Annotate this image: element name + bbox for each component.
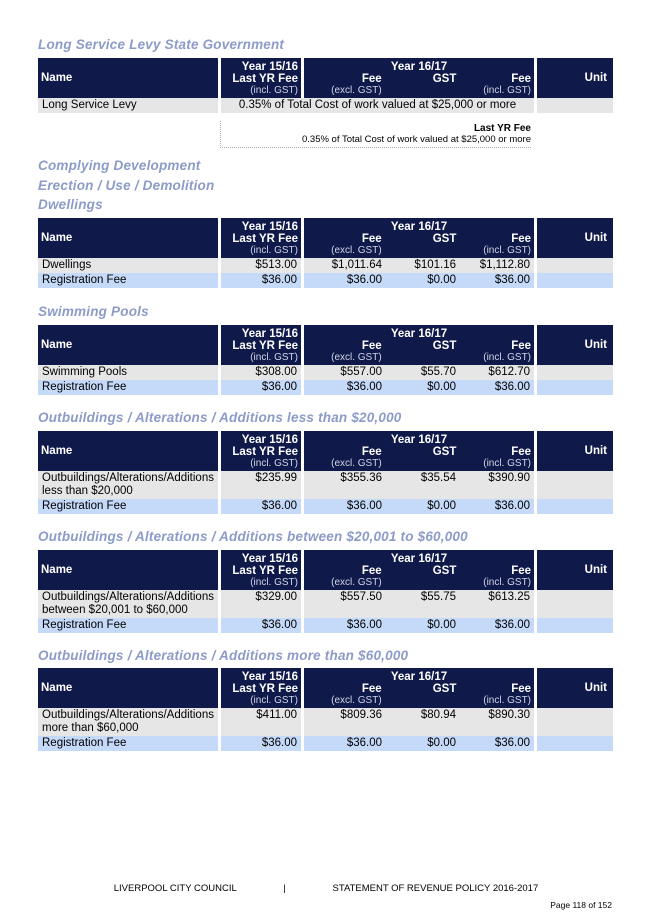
- header-fee: Fee: [361, 339, 382, 352]
- table-row: [38, 258, 613, 273]
- header-excl-gst: (excl. GST): [331, 576, 382, 588]
- row-last-yr-fee: $36.00: [221, 273, 301, 288]
- row-gst: $55.70: [420, 366, 456, 378]
- row-unit: [537, 273, 613, 288]
- header-year-prev: Year 15/16: [241, 552, 298, 565]
- row-fee-excl: $355.36: [340, 472, 382, 484]
- row-gst: $0.00: [427, 500, 456, 512]
- row-name: Registration Fee: [38, 380, 218, 395]
- table-row: [38, 273, 613, 288]
- header-last-yr-fee: Last YR Fee: [232, 445, 298, 458]
- header-incl-gst-2: (incl. GST): [483, 457, 532, 469]
- header-year-prev: Year 15/16: [241, 327, 298, 340]
- row-name: Dwellings: [38, 258, 218, 273]
- row-last-yr-fee: $513.00: [221, 258, 301, 273]
- header-name: Name: [38, 325, 218, 365]
- dwellings-fee-table: [35, 218, 616, 288]
- row-fee-excl: $36.00: [346, 274, 382, 286]
- levy-value: 0.35% of Total Cost of work valued at $25,000 or more: [221, 98, 534, 113]
- header-incl-gst-2: (incl. GST): [483, 84, 532, 96]
- header-current-year: [304, 58, 534, 98]
- header-fee: Fee: [361, 682, 382, 695]
- header-current-year: [304, 668, 534, 708]
- section-heading-out-more-60000: Outbuildings / Alterations / Additions more than $60,000: [38, 648, 409, 663]
- row-gst: $0.00: [427, 737, 456, 749]
- header-gst: GST: [432, 564, 457, 577]
- table-row: [38, 365, 613, 380]
- header-gst: GST: [432, 445, 457, 458]
- pools-fee-table: [35, 325, 616, 395]
- row-fee-excl: $809.36: [340, 709, 382, 721]
- header-year-cur: Year 16/17: [390, 670, 448, 683]
- header-fee: Fee: [361, 564, 382, 577]
- header-incl-gst: (incl. GST): [250, 244, 298, 256]
- header-incl-gst-2: (incl. GST): [483, 351, 532, 363]
- header-last-yr: [221, 325, 301, 365]
- table-header-row: [38, 325, 613, 365]
- footer-document: STATEMENT OF REVENUE POLICY 2016-2017: [332, 883, 539, 894]
- table-header-row: [38, 218, 613, 258]
- section-heading-pools: Swimming Pools: [38, 304, 149, 319]
- header-fee: Fee: [361, 72, 382, 85]
- row-fee-incl: $1,112.80: [479, 259, 530, 271]
- table-row: [38, 380, 613, 395]
- header-gst: GST: [432, 232, 457, 245]
- header-name: Name: [38, 668, 218, 708]
- section-heading-dwellings: Dwellings: [38, 197, 103, 212]
- row-gst: $0.00: [427, 619, 456, 631]
- header-year-prev: Year 15/16: [241, 60, 298, 73]
- header-unit: Unit: [537, 325, 613, 365]
- header-year-prev: Year 15/16: [241, 220, 298, 233]
- row-last-yr-fee: $36.00: [221, 736, 301, 751]
- header-excl-gst: (excl. GST): [331, 457, 382, 469]
- row-name: Registration Fee: [38, 499, 218, 514]
- row-name: Registration Fee: [38, 618, 218, 633]
- table-row: [38, 736, 613, 751]
- row-last-yr-fee: $411.00: [221, 708, 301, 736]
- row-gst: $35.54: [420, 472, 456, 484]
- page-number: Page 118 of 152: [550, 900, 612, 910]
- section-heading-complying: Complying Development: [38, 158, 201, 173]
- header-incl-gst: (incl. GST): [250, 694, 298, 706]
- header-incl-gst: (incl. GST): [250, 576, 298, 588]
- section-heading-long-service-levy: Long Service Levy State Government: [38, 37, 285, 52]
- table-row: [38, 499, 613, 514]
- header-gst: GST: [432, 72, 457, 85]
- header-incl-gst: (incl. GST): [250, 457, 298, 469]
- header-year-cur: Year 16/17: [390, 327, 448, 340]
- row-last-yr-fee: $36.00: [221, 499, 301, 514]
- out1-fee-table: [35, 431, 616, 514]
- row-fee-incl: $36.00: [494, 500, 530, 512]
- header-year-cur: Year 16/17: [390, 552, 448, 565]
- header-unit: Unit: [537, 218, 613, 258]
- row-last-yr-fee: $308.00: [221, 365, 301, 380]
- header-gst: GST: [432, 682, 457, 695]
- section-heading-out-20001-60000: Outbuildings / Alterations / Additions between $20,001 to $60,000: [38, 529, 468, 544]
- row-unit: [537, 258, 613, 273]
- row-fee-excl: $1,011.64: [331, 259, 382, 271]
- table-header-row: [38, 58, 613, 98]
- row-unit: [537, 736, 613, 751]
- row-name: Outbuildings/Alterations/Additions more than $60,000: [38, 708, 218, 736]
- header-current-year: [304, 550, 534, 590]
- header-last-yr: [221, 431, 301, 471]
- header-unit: Unit: [537, 668, 613, 708]
- header-year-cur: Year 16/17: [390, 220, 448, 233]
- header-name: Name: [38, 431, 218, 471]
- header-incl-gst: (incl. GST): [250, 351, 298, 363]
- header-last-yr: [221, 668, 301, 708]
- section-heading-out-less-20000: Outbuildings / Alterations / Additions less than $20,000: [38, 410, 402, 425]
- row-name: Swimming Pools: [38, 365, 218, 380]
- row-fee-incl: $36.00: [494, 381, 530, 393]
- header-name: Name: [38, 550, 218, 590]
- row-fee-incl: $36.00: [494, 274, 530, 286]
- header-last-yr: [221, 218, 301, 258]
- header-year-prev: Year 15/16: [241, 433, 298, 446]
- header-fee-incl: Fee: [511, 445, 532, 458]
- row-gst: $0.00: [427, 274, 456, 286]
- header-incl-gst-2: (incl. GST): [483, 244, 532, 256]
- row-unit: [537, 380, 613, 395]
- row-last-yr-fee: $36.00: [221, 618, 301, 633]
- row-unit: [537, 499, 613, 514]
- header-excl-gst: (excl. GST): [331, 351, 382, 363]
- header-incl-gst: (incl. GST): [250, 84, 298, 96]
- row-fee-incl: $36.00: [494, 619, 530, 631]
- header-last-yr: [221, 550, 301, 590]
- header-gst: GST: [432, 339, 457, 352]
- table-row: [38, 590, 613, 618]
- header-unit: Unit: [537, 431, 613, 471]
- row-unit: [537, 365, 613, 380]
- header-last-yr-fee: Last YR Fee: [232, 72, 298, 85]
- footer-council: LIVERPOOL CITY COUNCIL: [113, 883, 237, 894]
- out2-fee-table: [35, 550, 616, 633]
- header-incl-gst-2: (incl. GST): [483, 694, 532, 706]
- levy-note-label: Last YR Fee: [473, 123, 531, 134]
- header-name: Name: [38, 58, 218, 98]
- long-service-levy-table: [35, 58, 616, 113]
- header-fee-incl: Fee: [511, 232, 532, 245]
- header-fee-incl: Fee: [511, 339, 532, 352]
- levy-name: Long Service Levy: [38, 98, 218, 113]
- row-last-yr-fee: $329.00: [221, 590, 301, 618]
- section-heading-erection: Erection / Use / Demolition: [38, 178, 215, 193]
- table-row: [38, 618, 613, 633]
- header-unit: Unit: [537, 550, 613, 590]
- header-fee-incl: Fee: [511, 72, 532, 85]
- row-fee-excl: $557.00: [340, 366, 382, 378]
- header-excl-gst: (excl. GST): [331, 694, 382, 706]
- row-fee-excl: $557.50: [340, 591, 382, 603]
- header-fee: Fee: [361, 232, 382, 245]
- row-fee-excl: $36.00: [346, 737, 382, 749]
- row-gst: $101.16: [414, 259, 456, 271]
- row-gst: $55.75: [420, 591, 456, 603]
- table-header-row: [38, 550, 613, 590]
- header-name: Name: [38, 218, 218, 258]
- levy-note-value: 0.35% of Total Cost of work valued at $25,000 or more: [301, 134, 531, 145]
- header-current-year: [304, 218, 534, 258]
- row-fee-excl: $36.00: [346, 619, 382, 631]
- header-incl-gst-2: (incl. GST): [483, 576, 532, 588]
- row-last-yr-fee: $36.00: [221, 380, 301, 395]
- header-year-cur: Year 16/17: [390, 433, 448, 446]
- header-last-yr-fee: Last YR Fee: [232, 232, 298, 245]
- header-current-year: [304, 431, 534, 471]
- header-last-yr: [221, 58, 301, 98]
- header-excl-gst: (excl. GST): [331, 244, 382, 256]
- row-name: Registration Fee: [38, 736, 218, 751]
- table-row: [38, 708, 613, 736]
- header-last-yr-fee: Last YR Fee: [232, 564, 298, 577]
- table-row: [38, 471, 613, 499]
- footer-separator: |: [283, 883, 286, 894]
- page-footer: [0, 883, 652, 894]
- row-gst: $0.00: [427, 381, 456, 393]
- row-gst: $80.94: [420, 709, 456, 721]
- header-fee-incl: Fee: [511, 564, 532, 577]
- row-fee-incl: $612.70: [488, 366, 530, 378]
- row-fee-incl: $36.00: [494, 737, 530, 749]
- row-name: Outbuildings/Alterations/Additions less than $20,000: [38, 471, 218, 499]
- header-year-cur: Year 16/17: [390, 60, 448, 73]
- row-fee-incl: $613.25: [488, 591, 530, 603]
- row-unit: [537, 471, 613, 499]
- row-unit: [537, 590, 613, 618]
- row-last-yr-fee: $235.99: [221, 471, 301, 499]
- header-last-yr-fee: Last YR Fee: [232, 682, 298, 695]
- table-header-row: [38, 668, 613, 708]
- row-name: Outbuildings/Alterations/Additions between $20,001 to $60,000: [38, 590, 218, 618]
- row-unit: [537, 618, 613, 633]
- row-fee-incl: $390.90: [488, 472, 530, 484]
- header-fee-incl: Fee: [511, 682, 532, 695]
- row-fee-excl: $36.00: [346, 381, 382, 393]
- header-unit: Unit: [537, 58, 613, 98]
- levy-last-yr-note: [220, 121, 531, 148]
- table-row: [38, 98, 613, 113]
- row-fee-excl: $36.00: [346, 500, 382, 512]
- header-fee: Fee: [361, 445, 382, 458]
- out3-fee-table: [35, 668, 616, 751]
- header-year-prev: Year 15/16: [241, 670, 298, 683]
- row-fee-incl: $890.30: [488, 709, 530, 721]
- table-header-row: [38, 431, 613, 471]
- row-name: Registration Fee: [38, 273, 218, 288]
- header-last-yr-fee: Last YR Fee: [232, 339, 298, 352]
- header-excl-gst: (excl. GST): [331, 84, 382, 96]
- header-current-year: [304, 325, 534, 365]
- row-unit: [537, 708, 613, 736]
